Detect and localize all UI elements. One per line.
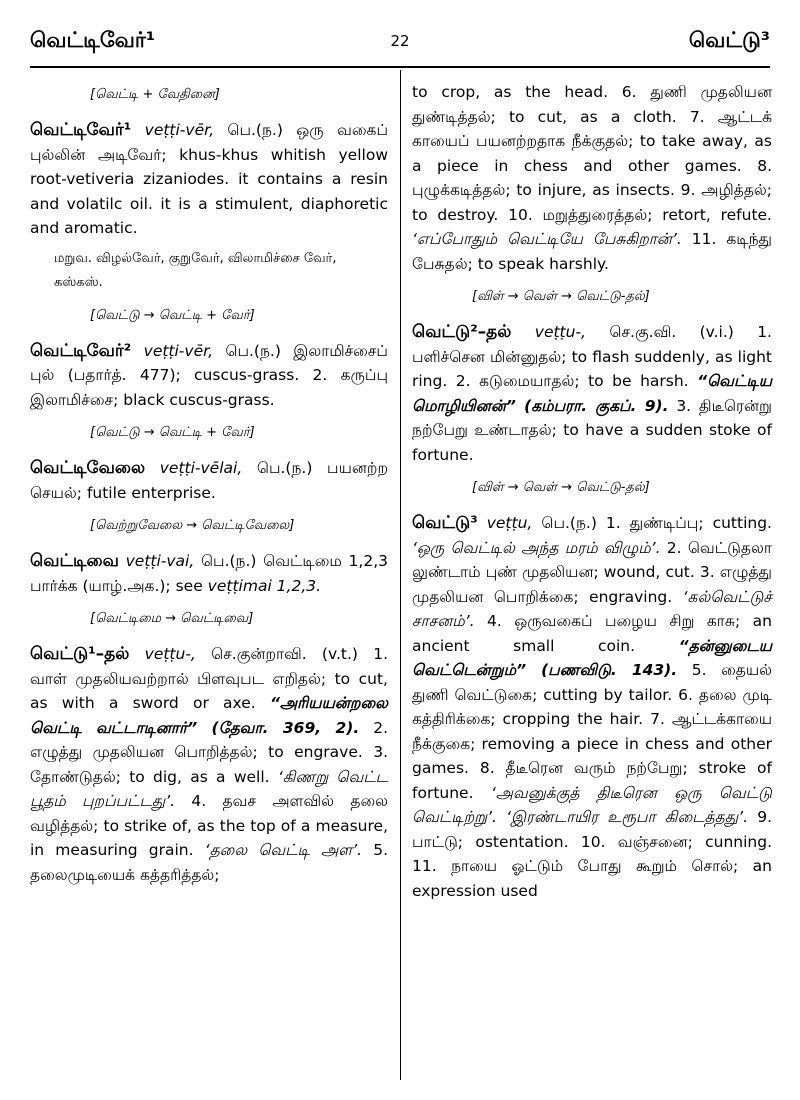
entry-cross-reference: veṭṭimai 1,2,3. [207,576,322,595]
dictionary-entry [30,339,388,445]
entry-definition: 11. கடிந்து பேசுதல்; to speak harshly. [412,230,772,273]
entry-headword: வெட்டு²–தல் [412,322,512,342]
dictionary-entry [412,320,772,499]
entry-headword: வெட்டிவை [30,551,119,571]
entry-definition: 9. பாட்டு; ostentation. 10. வஞ்சனை; cunning. 11. நாயை ஓட்டும் போது கூறும் சொல்; an expression used [412,808,772,900]
entry-definition: செ.கு.வி. (v.i.) 1. பளிச்சென மின்னுதல்; to flash suddenly, as light ring. 2. கடுமையாதல்; to be harsh. [412,323,772,390]
entry-headword: வெட்டிவேர்¹ [30,120,132,140]
etymology-note: [விள் → வெள் → வெட்டு-தல்] [472,289,650,304]
entry-transliteration: veṭṭu-, [144,645,196,663]
entry-headword: வெட்டு¹–தல் [30,644,130,664]
entry-headword: வெட்டிவேலை [30,458,146,478]
entry-synonyms: மறுவ. விழல்வேர், குறுவேர், விலாமிச்சை வேர், கஸ்கஸ். [54,250,337,290]
entry-quotation: “வெட்டிய மொழியினன்” (கம்பரா. குகப். 9). [412,372,772,415]
etymology-note: [விள் → வெள் → வெட்டு-தல்] [472,480,650,495]
column-divider [400,70,401,1080]
entry-quotation: ‘ஒரு வெட்டில் அந்த மரம் விழும்’. [412,538,661,557]
entry-transliteration: veṭṭi-vai, [125,552,195,570]
entry-quotation: ‘கிணறு வெட்ட பூதம் புறப்பட்டது’. [30,767,389,810]
entry-definition: 5. தையல் துணி வெட்டுகை; cutting by tailor. 6. தலை முடி கத்திரிக்கை; cropping the hair. 7. ஆட்டக்காயை நீக்குகை; removing a piece in chess and other games. 8. தீடீரென வரும் நற்பேறு; stroke of fortune. [412,661,772,802]
etymology-note: [வெட்டு → வெட்டி + வேர்] [90,425,255,440]
entry-definition: 4. தவச அளவில் தலை வழித்தல்; to strike of, as the top of a measure, in measuring grain. [30,792,388,859]
entry-definition: to crop, as the head. 6. துணி முதலியன துண்டித்தல்; to cut, as a cloth. 7. ஆட்டக் காயைப் பயனற்றதாக நீக்குதல்; to take away, as a piece in chess and other games. 8. புழுக்கடித்தல்; to injure, as insects. 9. அழித்தல்; to destroy. 10. மறுத்துரைத்தல்; retort, refute. [412,83,772,224]
entry-quotation: ‘எப்போதும் வெட்டியே பேசுகிறான்’. [412,230,682,248]
entry-quotation: ‘கல்வெட்டுச் சாசனம்’. [412,587,772,630]
entry-definition: பெ.(ந.) பயனற்ற செயல்; futile enterprise. [30,459,388,502]
dictionary-entry [412,511,772,903]
dictionary-entry-continued [412,80,772,308]
entry-definition: 5. தலைமுடியைக் கத்தரித்தல்; [30,841,388,884]
page-header [30,28,770,64]
entry-definition: பெ.(ந.) வெட்டிமை 1,2,3 பார்க்க (யாழ்.அக.); see [30,552,388,595]
entry-definition: செ.குன்றாவி. (v.t.) 1. வாள் முதலியவற்றால் பிளவுபட எறிதல்; to cut, as with a sword or axe. [30,645,389,712]
entry-quotation: “அரியயன்றலை வெட்டி வட்டாடினார்” (தேவா. 369, 2). [30,694,388,737]
entry-transliteration: veṭṭu-, [534,323,586,341]
dictionary-entry [30,642,388,887]
etymology-note: [வெட்டிமை → வெட்டிவை] [90,611,254,626]
entry-transliteration: veṭṭi-vēr, [144,121,214,139]
entry-transliteration: veṭṭu, [486,514,533,532]
entry-definition: பெ.(ந.) ஒரு வகைப் புல்லின் அடிவேர்; khus-khus whitish yellow root-vetiveria zizaniodes. it contains a resin and volatilc oil. it is a stimulent, diaphoretic and aromatic. [30,121,388,237]
entry-transliteration: veṭṭi-vēr, [143,341,213,360]
entry-definition: 4. ஒருவகைப் பழைய சிறு காசு; an ancient small coin. [412,612,772,655]
entry-quotation: ‘அவனுக்குத் திடீரென ஒரு வெட்டு வெட்டிற்று’. ‘இரண்டாயிர உரூபா கிடைத்தது’. [412,783,772,826]
dictionary-entry [30,118,388,327]
dictionary-entry [30,549,388,630]
right-column [412,70,772,913]
entry-headword: வெட்டிவேர்² [30,340,132,361]
entry-definition: பெ.(ந.) 1. துண்டிப்பு; cutting. [541,514,772,532]
header-right-guideword: வெட்டு³ [688,28,770,52]
header-rule [30,66,770,68]
entry-definition: 2. எழுத்து முதலியன பொறித்தல்; to engrave. 3. தோண்டுதல்; to dig, as a well. [30,718,388,786]
etymology-note: [வெற்றுவேலை → வெட்டிவேலை] [90,518,295,533]
entry-definition: பெ.(ந.) இலாமிச்சைப் புல் (பதார்த். 477); cuscus-grass. 2. கருப்பு இலாமிச்சை; black cuscus-grass. [30,341,388,409]
entry-definition: 3. திடீரென்று நற்பேறு உண்டாதல்; to have a sudden stoke of fortune. [412,396,773,464]
etymology-note: [வெட்டு → வெட்டி + வேர்] [90,307,255,323]
entry-transliteration: veṭṭi-vēlai, [159,459,243,477]
page-number: 22 [390,32,410,50]
entry-quotation: ‘தலை வெட்டி அள’. [204,841,363,859]
entry-definition: 2. வெட்டுதலா லுண்டாம் புண் முதலியன; wound, cut. 3. எழுத்து முதலியன பொறிக்கை; engraving. [412,538,772,606]
entry-quotation: “தன்னுடைய வெட்டென்றும்” (பணவிடு. 143). [412,636,772,679]
entry-headword: வெட்டு³ [412,513,478,533]
etymology-note: [வெட்டி + வேதினை] [90,87,220,102]
header-left-guideword: வெட்டிவேர்¹ [30,28,156,52]
dictionary-entry [30,456,388,537]
left-column [30,70,388,897]
